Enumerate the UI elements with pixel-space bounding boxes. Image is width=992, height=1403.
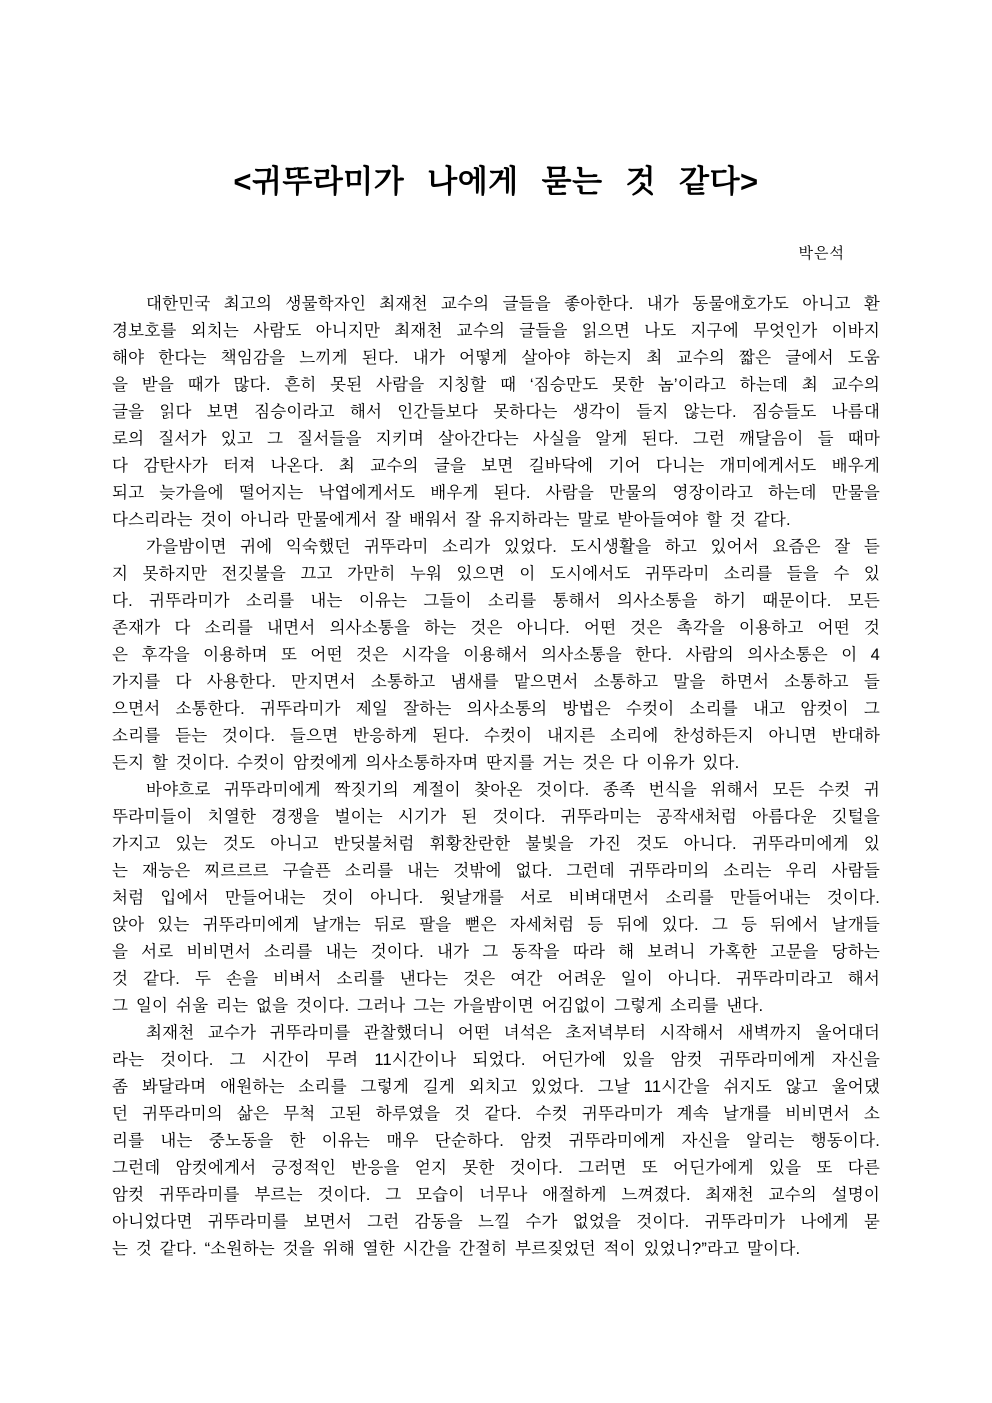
text-line: 으면서 소통한다. 귀뚜라미가 제일 잘하는 의사소통의 방법은 수컷이 소리를 내고 암컷이 그 [112, 700, 880, 718]
text-line: 해야 한다는 책임감을 느끼게 된다. 내가 어떻게 살아야 하는지 최 교수의 짧은 글에서 도움 [112, 349, 880, 367]
text-line: 지 못하지만 전깃불을 끄고 가만히 누워 있으면 이 도시에서도 귀뚜라미 소리를 들을 수 있 [112, 565, 880, 583]
document-author: 박은석 [798, 245, 845, 262]
text-line: 을 서로 비비면서 소리를 내는 것이다. 내가 그 동작을 따라 해 보려니 가혹한 고문을 당하는 [112, 943, 880, 961]
text-line: 다. 귀뚜라미가 소리를 내는 이유는 그들이 소리를 통해서 의사소통을 하기 때문이다. 모든 [112, 592, 880, 610]
text-line: 던 귀뚜라미의 삶은 무척 고된 하루였을 것 같다. 수컷 귀뚜라미가 계속 날개를 비비면서 소 [112, 1105, 880, 1123]
text-line: 바야흐로 귀뚜라미에게 짝짓기의 계절이 찾아온 것이다. 종족 번식을 위해서 모든 수컷 귀 [146, 781, 880, 799]
text-line: 되고 늦가을에 떨어지는 낙엽에게서도 배우게 된다. 사람을 만물의 영장이라고 하는데 만물을 [112, 484, 880, 502]
paragraph [112, 777, 880, 1020]
paragraph [112, 291, 880, 534]
text-line: 가지를 다 사용한다. 만지면서 소통하고 냄새를 맡으면서 소통하고 말을 하면서 소통하고 들 [112, 673, 880, 691]
document-title: <귀뚜라미가 나에게 묻는 것 같다> [233, 164, 759, 199]
text-line: 암컷 귀뚜라미를 부르는 것이다. 그 모습이 너무나 애절하게 느껴졌다. 최재천 교수의 설명이 [112, 1186, 880, 1204]
text-line: 든지 할 것이다. 수컷이 암컷에게 의사소통하자며 딴지를 거는 것은 다 이유가 있다. [112, 754, 740, 772]
paragraph [112, 534, 880, 777]
text-line: 것 같다. 두 손을 비벼서 소리를 낸다는 것은 여간 어려운 일이 아니다. 귀뚜라미라고 해서 [112, 970, 880, 988]
text-line: 글을 읽다 보면 짐승이라고 해서 인간들보다 못하다는 생각이 들지 않는다. 짐승들도 나름대 [112, 403, 880, 421]
text-line: 그 일이 쉬울 리는 없을 것이다. 그러나 그는 가을밤이면 어김없이 그렇게 소리를 낸다. [112, 997, 764, 1015]
text-line: 경보호를 외치는 사람도 아니지만 최재천 교수의 글들을 읽으면 나도 지구에 무엇인가 이바지 [112, 322, 880, 340]
text-line: 아니었다면 귀뚜라미를 보면서 그런 감동을 느낄 수가 없었을 것이다. 귀뚜라미가 나에게 묻 [112, 1213, 880, 1231]
text-line: 뚜라미들이 치열한 경쟁을 벌이는 시기가 된 것이다. 귀뚜라미는 공작새처럼 아름다운 깃털을 [112, 808, 880, 826]
text-line: 처럼 입에서 만들어내는 것이 아니다. 윗날개를 서로 비벼대면서 소리를 만들어내는 것이다. [112, 889, 880, 907]
text-line: 다스리라는 것이 아니라 만물에게서 잘 배워서 잘 유지하라는 말로 받아들여야 할 것 같다. [112, 511, 791, 529]
text-line: 는 재능은 찌르르르 구슬픈 소리를 내는 것밖에 없다. 그런데 귀뚜라미의 소리는 우리 사람들 [112, 862, 880, 880]
text-line: 로의 질서가 있고 그 질서들을 지키며 살아간다는 사실을 알게 된다. 그런 깨달음이 들 때마 [112, 430, 880, 448]
text-line: 은 후각을 이용하며 또 어떤 것은 시각을 이용해서 의사소통을 한다. 사람의 의사소통은 이 4 [112, 646, 880, 664]
text-line: 가지고 있는 것도 아니고 반딧불처럼 휘황찬란한 불빛을 가진 것도 아니다. 귀뚜라미에게 있 [112, 835, 880, 853]
text-line: 앉아 있는 귀뚜라미에게 날개는 뒤로 팔을 뻗은 자세처럼 등 뒤에 있다. 그 등 뒤에서 날개들 [112, 916, 880, 934]
text-line: 다 감탄사가 터져 나온다. 최 교수의 글을 보면 길바닥에 기어 다니는 개미에게서도 배우게 [112, 457, 880, 475]
text-line: 좀 봐달라며 애원하는 소리를 그렇게 길게 외치고 있었다. 그날 11시간을 쉬지도 않고 울어댔 [112, 1078, 880, 1096]
paragraph [112, 1020, 880, 1263]
document-body [112, 291, 880, 1263]
text-line: 최재천 교수가 귀뚜라미를 관찰했더니 어떤 녀석은 초저녁부터 시작해서 새벽까지 울어대더 [146, 1024, 880, 1042]
text-line: 는 것 같다. “소원하는 것을 위해 열한 시간을 간절히 부르짖었던 적이 있었니?”라고 말이다. [112, 1240, 801, 1258]
text-line: 존재가 다 소리를 내면서 의사소통을 하는 것은 아니다. 어떤 것은 촉각을 이용하고 어떤 것 [112, 619, 880, 637]
text-line: 리를 내는 중노동을 한 이유는 매우 단순하다. 암컷 귀뚜라미에게 자신을 알리는 행동이다. [112, 1132, 880, 1150]
text-line: 라는 것이다. 그 시간이 무려 11시간이나 되었다. 어딘가에 있을 암컷 귀뚜라미에게 자신을 [112, 1051, 880, 1069]
text-line: 대한민국 최고의 생물학자인 최재천 교수의 글들을 좋아한다. 내가 동물애호가도 아니고 환 [146, 295, 880, 313]
text-line: 그런데 암컷에게서 긍정적인 반응을 얻지 못한 것이다. 그러면 또 어딘가에게 있을 또 다른 [112, 1159, 880, 1177]
text-line: 소리를 듣는 것이다. 들으면 반응하게 된다. 수컷이 내지른 소리에 찬성하든지 아니면 반대하 [112, 727, 880, 745]
text-line: 가을밤이면 귀에 익숙했던 귀뚜라미 소리가 있었다. 도시생활을 하고 있어서 요즘은 잘 듣 [146, 538, 880, 556]
text-line: 을 받을 때가 많다. 흔히 못된 사람을 지칭할 때 ‘짐승만도 못한 놈’이라고 하는데 최 교수의 [112, 376, 880, 394]
